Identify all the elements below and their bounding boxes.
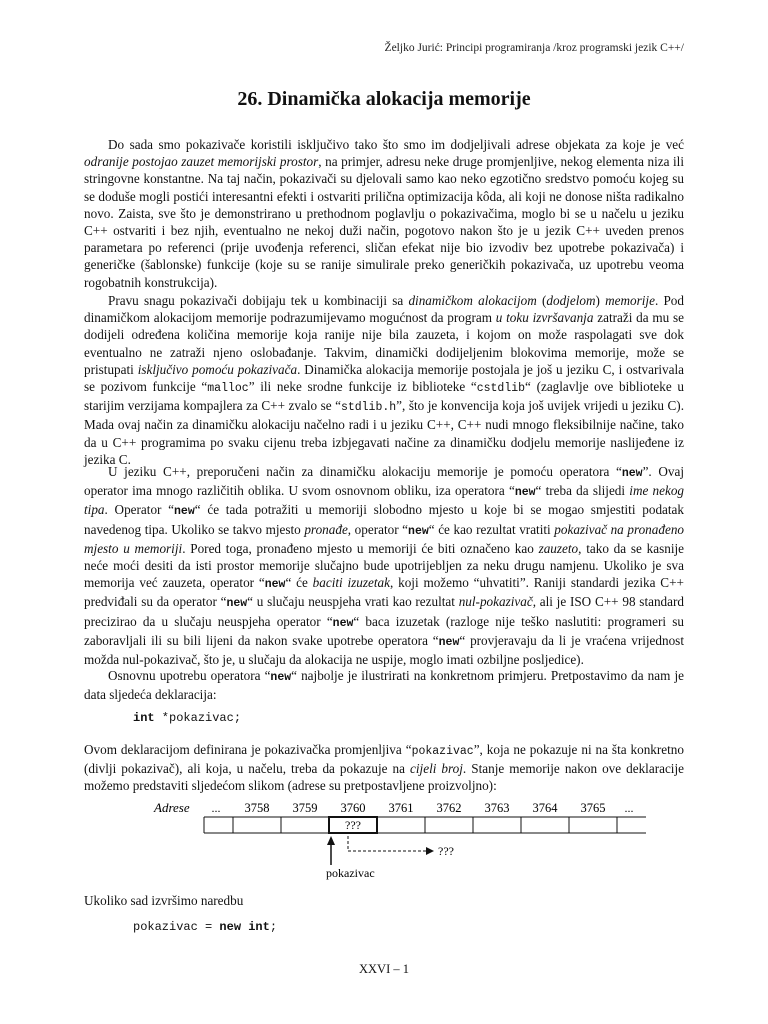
- code-declaration: int *pokazivac;: [133, 711, 242, 725]
- paragraph-3: U jeziku C++, preporučeni način za dinamičku alokaciju memorije je pomoću operatora “new”. Ovaj operator ima mnogo različitih oblika. U svom osnovnom obliku, iza operatora “new“ treba da slijedi ime nekog tipa. Operator “new“ će tada potražiti u memoriji slobodno mjesto u koje bi se mogao smjestiti podatak navedenog tipa. Ukoliko se takvo mjesto pronađe, operator “new“ će kao rezultat vratiti pokazivač na pronađeno mjesto u memoriji. Pored toga, pronađeno mjesto u memoriji će biti označeno kao zauzeto, tako da se kasnije neće moći desiti da isti prostor memorije slučajno bude upotrijebljen za neku drugu namjenu. Ukoliko je sva memorija već zauzeta, operator “new“ će baciti izuzetak, koji možemo “uhvatiti”. Raniji standardi jezika C++ predviđali su da operator “new“ u slučaju neuspjeha vrati kao rezultat nul-pokazivač, ali je ISO C++ 98 standard precizirao da u slučaju neuspjeha operator “new“ baca izuzetak (razloge nije teško naslutiti: programeri su zaboravljali ili su bili lijeni da nakon svake upotrebe operatora “new“ provjeravaju da li je vraćena vrijednost možda nul-pokazivač, što je, u slučaju da alokacija ne uspije, moglo imati ozbiljne posljedice).: [84, 464, 685, 668]
- paragraph-6: Ukoliko sad izvršimo naredbu: [84, 893, 244, 908]
- address-label: 3759: [292, 801, 318, 815]
- address-label: 3761: [388, 801, 414, 815]
- paragraph-4: Osnovnu upotrebu operatora “new“ najbolje je ilustrirati na konkretnom primjeru. Pretpostavimo da nam je data sljedeća deklaracija:: [84, 668, 684, 703]
- address-label: 3760: [340, 801, 366, 815]
- addresses-label: Adrese: [154, 800, 190, 815]
- paragraph-5: Ovom deklaracijom definirana je pokazivačka promjenljiva “pokazivac”, koja ne pokazuje ni na šta konkretno (divlji pokazivač), ali koja, u načelu, treba da pokazuje na cijeli broj. Stanje memorije nakon ove deklaracije možemo predstaviti sljedećom slikom (adrese su pretpostavljene proizvoljno):: [84, 742, 684, 794]
- paragraph-1: Do sada smo pokazivače koristili isključivo tako što smo im dodjeljivali adrese objekata za koje je već odranije postojao zauzet memorijski prostor, na primjer, adresu neke druge promjenljive, nekog elementa niza ili stringovne konstantne. Na taj način, pokazivači su djelovali samo kao neko egzotično sredstvo pomoću kojeg su se doduše mogli postići interesantni efekti i ostvariti prilična optimizacija kôda, ali koji ne donose ništa radikalno novo. Zaista, sve što je demonstrirano u prethodnom poglavlju o pokazivačima, moglo bi se u načelu u jeziku C++ ostvariti i bez njih, eventualno ne nekoj duži način, pogotovo nakon što je u jezik C++ uveden prenos parametara po referenci (prije uvođenja referenci, sličan efekat nije bio izvodiv bez upotrebe pokazivača) i generičke (šablonske) funkcije (koje su se ranije simulirale preko generičkih pokazivača, uz upotrebu veoma rogobatnih konstrukcija).: [84, 137, 684, 290]
- dashed-arrow: [348, 836, 428, 851]
- address-label: 3762: [436, 801, 462, 815]
- paragraph-2: Pravu snagu pokazivači dobijaju tek u kombinaciji sa dinamičkom alokacijom (dodjelom) memorije. Pod dinamičkom alokacijom memorije podrazumijevamo mogućnost da program u toku izvršavanja zatraži da mu se dodijeli određena količina memorije koja ranije nije bila zauzeta, i kojom on može raspolagati sve dok eventualno ne zatraži njeno oslobađanje. Takvim, dinamički dodijeljenim blokovima memorije, može se pristupati isključivo pomoću pokazivača. Dinamička alokacija memorije postojala je još u jeziku C, i ostvarivala se pozivom funkcije “malloc” ili neke srodne funkcije iz biblioteke “cstdlib“ (zaglavlje ove biblioteke u starijim verzijama kompajlera za C++ zvalo se “stdlib.h”, što je konvencija koja još uvijek vrijedi u jeziku C). Mada ovaj način za dinamičku alokaciju načelno radi i u jeziku C++, C++ nudi mnogo fleksibilnije načine, tako da u C++ programima po svaku cijenu treba izbjegavati načine za dinamičku dodjelu memorije naslijeđene iz jezika C.: [84, 293, 685, 467]
- address-label: 3764: [532, 801, 558, 815]
- dashed-arrowhead: [426, 847, 434, 855]
- code-statement: pokazivac = new int;: [133, 920, 278, 934]
- address-ellipsis-left: ...: [211, 801, 221, 815]
- cell-content: ???: [345, 818, 361, 832]
- pointer-arrowhead: [327, 836, 335, 845]
- target-content: ???: [438, 844, 454, 858]
- memory-cells: [204, 817, 646, 833]
- memory-diagram: [150, 795, 650, 887]
- pointer-label: pokazivac: [326, 866, 375, 880]
- address-label: 3765: [580, 801, 606, 815]
- address-label: 3758: [244, 801, 270, 815]
- page-number: XXVI – 1: [359, 962, 409, 976]
- address-ellipsis-right: ...: [624, 801, 634, 815]
- chapter-title: 26. Dinamička alokacija memorije: [237, 88, 531, 110]
- running-header: Željko Jurić: Principi programiranja /kroz programski jezik C++/: [384, 42, 684, 54]
- address-label: 3763: [484, 801, 510, 815]
- address-labels: [245, 801, 606, 815]
